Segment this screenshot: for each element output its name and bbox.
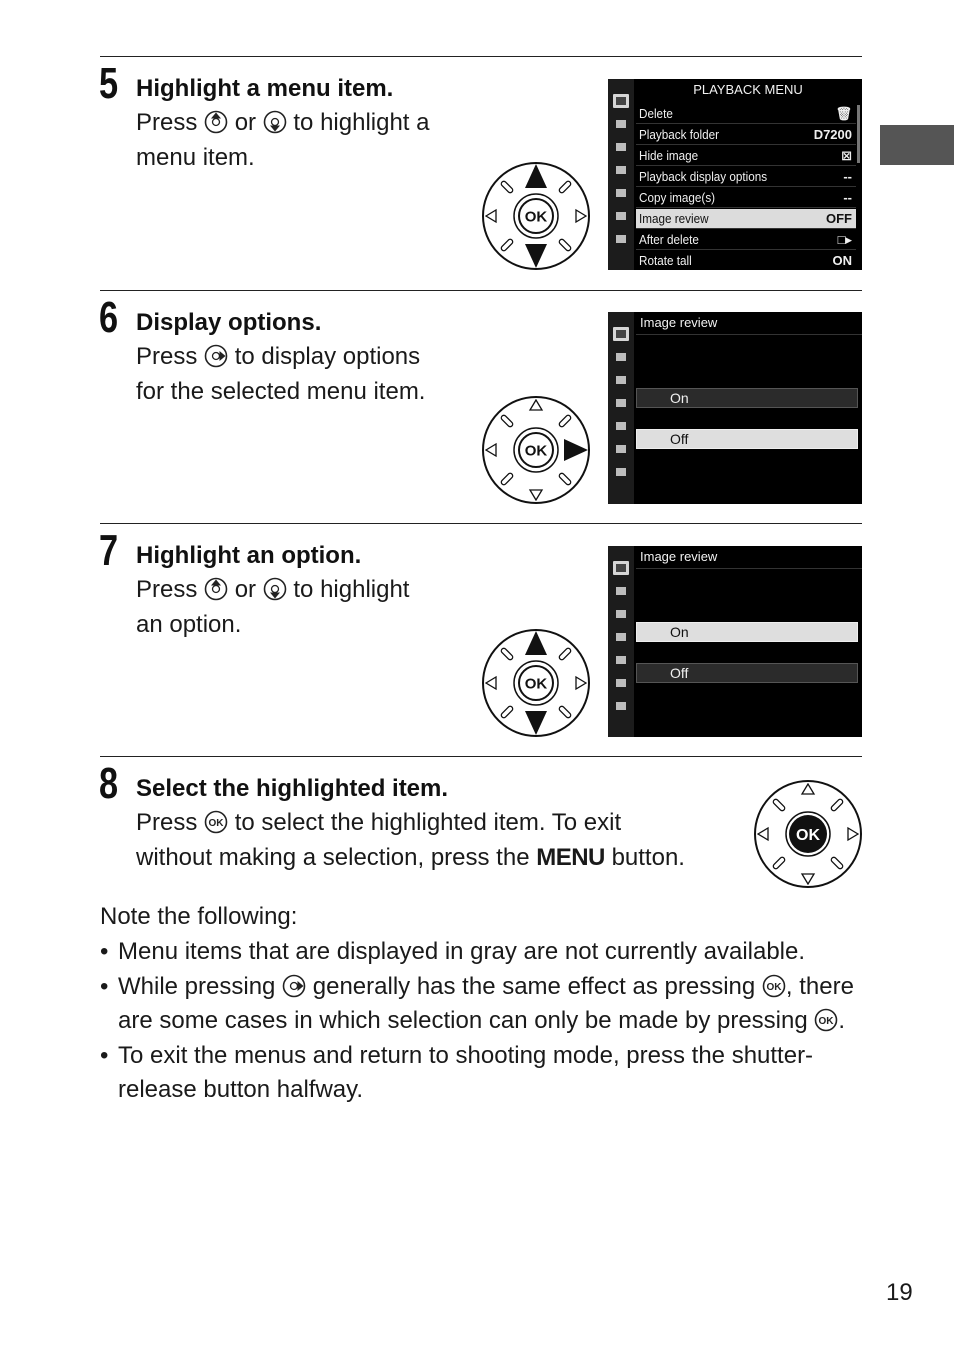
notes-intro: Note the following: <box>100 903 298 930</box>
screen-title: Image review <box>640 315 718 330</box>
pencil-tab-icon[interactable] <box>613 396 629 410</box>
hide-image-icon: ⊠ <box>841 148 852 163</box>
note-item: • To exit the menus and return to shooting mode, press the shutter-release button halfway. <box>100 1039 870 1108</box>
menu-item[interactable]: Delete 🗑 <box>636 104 856 124</box>
svg-text:OK: OK <box>524 675 548 693</box>
menu-item[interactable]: Playback folder D7200 <box>636 125 856 145</box>
menu-button-label: MENU <box>536 843 605 871</box>
note-item: • Menu items that are displayed in gray are not currently available. <box>100 935 870 970</box>
svg-text:OK: OK <box>524 208 548 226</box>
step-title: Highlight a menu item. <box>136 75 394 102</box>
multi-selector-down-icon <box>263 110 287 134</box>
screen-title: Image review <box>640 549 718 564</box>
scrollbar[interactable] <box>857 105 860 163</box>
menu-tabs <box>608 79 634 270</box>
option-on-highlighted[interactable]: On <box>636 622 858 642</box>
step-title: Select the highlighted item. <box>136 775 449 802</box>
after-delete-icon: □▸ <box>837 232 852 247</box>
multi-selector-up-down-diagram <box>480 627 592 739</box>
step-number: 6 <box>99 293 119 342</box>
chapter-tab <box>880 125 954 165</box>
ok-button-icon <box>814 1008 838 1032</box>
divider-rule <box>100 56 862 57</box>
svg-text:OK: OK <box>766 981 782 993</box>
retouch-tab-icon[interactable] <box>613 209 629 223</box>
playback-tab-icon[interactable] <box>613 94 629 108</box>
divider-rule <box>100 523 862 524</box>
step-title: Display options. <box>136 309 322 336</box>
step-body: Press or to highlight an option. <box>136 576 410 638</box>
movie-tab-icon[interactable] <box>613 607 629 621</box>
multi-selector-up-down-diagram <box>480 160 592 272</box>
playback-tab-icon[interactable] <box>613 327 629 341</box>
step-number: 7 <box>99 526 119 575</box>
recent-tab-icon[interactable] <box>613 699 629 713</box>
multi-selector-up-icon <box>204 110 228 134</box>
option-off-highlighted[interactable]: Off <box>636 429 858 449</box>
pencil-tab-icon[interactable] <box>613 163 629 177</box>
menu-tabs <box>608 312 634 504</box>
step-title: Highlight an option. <box>136 542 362 569</box>
svg-text:OK: OK <box>796 827 820 844</box>
svg-text:OK: OK <box>818 1016 834 1027</box>
trash-icon: 🗑 <box>835 106 852 121</box>
step-body: Press OK to select the highlighted item. To exit without making a selection, press the MENU button. <box>136 809 685 871</box>
camera-tab-icon[interactable] <box>613 350 629 364</box>
step-number: 5 <box>99 59 119 108</box>
menu-item[interactable]: Playback display options -- <box>636 167 856 187</box>
movie-tab-icon[interactable] <box>613 140 629 154</box>
multi-selector-up-icon <box>204 577 228 601</box>
image-review-screen <box>608 312 862 504</box>
pencil-tab-icon[interactable] <box>613 630 629 644</box>
wrench-tab-icon[interactable] <box>613 653 629 667</box>
playback-menu-screen <box>608 79 862 270</box>
recent-tab-icon[interactable] <box>613 465 629 479</box>
multi-selector-ok-diagram <box>752 778 864 890</box>
ok-button-icon <box>762 974 786 998</box>
svg-text:OK: OK <box>524 442 548 460</box>
menu-item[interactable]: Copy image(s) -- <box>636 188 856 208</box>
step-number: 8 <box>99 759 119 808</box>
menu-item[interactable]: After delete □▸ <box>636 230 856 250</box>
menu-item-highlighted[interactable]: Image review OFF <box>636 209 856 229</box>
multi-selector-right-diagram <box>480 394 592 506</box>
step-body: Press to display options for the selected menu item. <box>136 343 426 405</box>
multi-selector-down-icon <box>263 577 287 601</box>
multi-selector-right-icon <box>282 974 306 998</box>
wrench-tab-icon[interactable] <box>613 186 629 200</box>
ok-button-icon <box>204 810 228 834</box>
option-on[interactable]: On <box>636 388 858 408</box>
divider-rule <box>100 290 862 291</box>
movie-tab-icon[interactable] <box>613 373 629 387</box>
retouch-tab-icon[interactable] <box>613 676 629 690</box>
camera-tab-icon[interactable] <box>613 117 629 131</box>
menu-item[interactable]: Hide image ⊠ <box>636 146 856 166</box>
recent-tab-icon[interactable] <box>613 232 629 246</box>
playback-tab-icon[interactable] <box>613 561 629 575</box>
camera-tab-icon[interactable] <box>613 584 629 598</box>
menu-tabs <box>608 546 634 737</box>
screen-title: PLAYBACK MENU <box>693 82 803 97</box>
page-number: 19 <box>886 1279 913 1306</box>
image-review-screen <box>608 546 862 737</box>
menu-item[interactable]: Rotate tall ON <box>639 253 852 268</box>
svg-text:OK: OK <box>208 818 224 829</box>
note-item: • While pressing generally has the same effect as pressing OK , there are some cases in which selection can only be made by pressing OK . <box>100 970 870 1039</box>
notes-list <box>100 935 870 1108</box>
multi-selector-right-icon <box>204 344 228 368</box>
divider-rule <box>100 756 862 757</box>
step-body: Press or to highlight a menu item. <box>136 109 430 171</box>
wrench-tab-icon[interactable] <box>613 419 629 433</box>
retouch-tab-icon[interactable] <box>613 442 629 456</box>
option-off[interactable]: Off <box>636 663 858 683</box>
